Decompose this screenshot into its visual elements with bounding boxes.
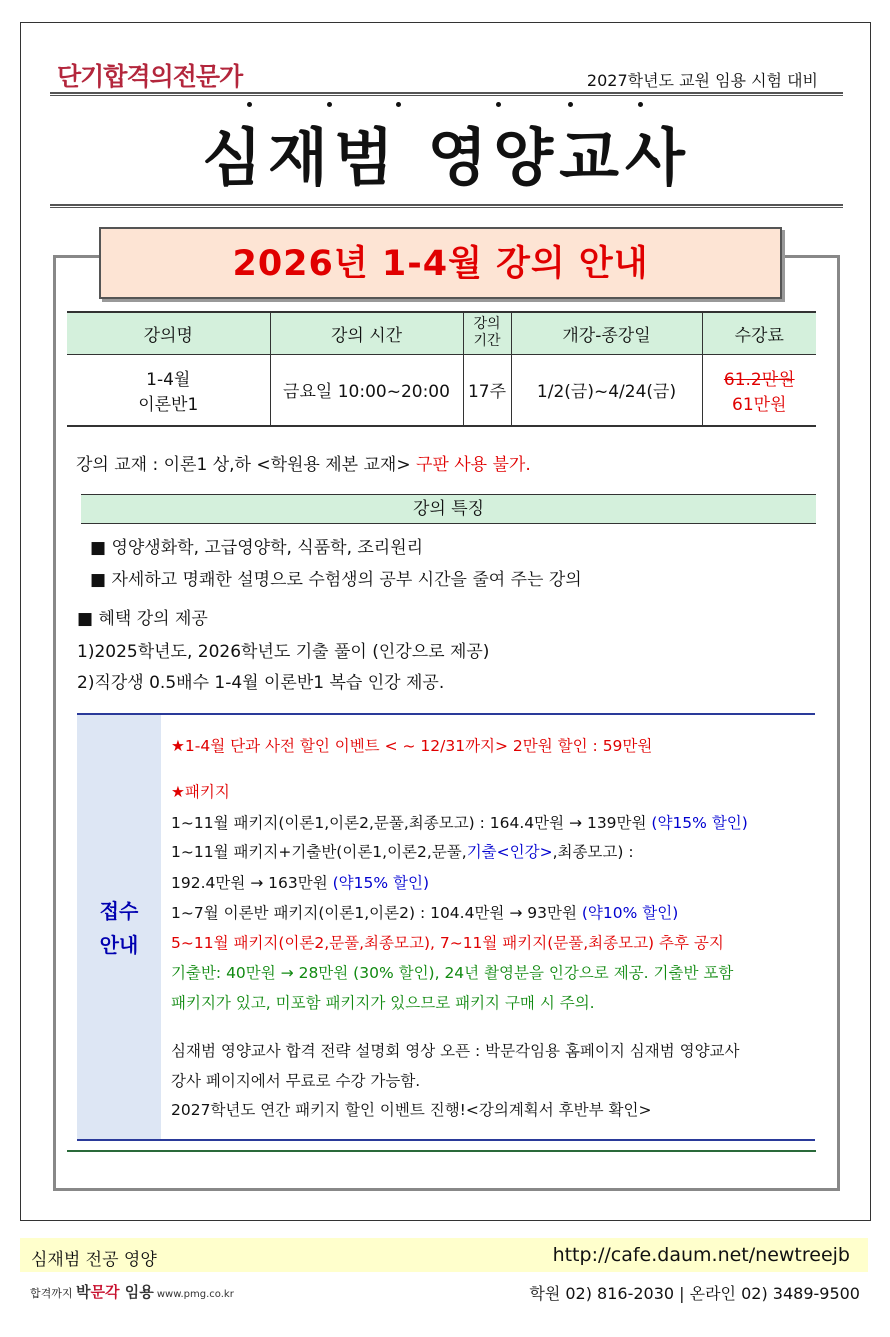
early-event: ★1-4월 단과 사전 할인 이벤트 < ~ 12/31까지> 2만원 할인 : 59만원 <box>171 737 653 755</box>
top-rule <box>50 92 843 96</box>
publisher-name <box>76 1283 154 1301</box>
bottom-rule <box>67 1150 816 1152</box>
feature-item: ■ 영양생화학, 고급영양학, 식품학, 조리원리 <box>90 538 424 558</box>
fee-original: 61.2만원 <box>723 369 795 390</box>
col-header-fee: 수강료 <box>702 312 816 354</box>
col-header-period <box>463 312 511 354</box>
course-table <box>67 311 816 427</box>
textbook-info <box>76 450 531 475</box>
past-exam-note-1: 기출반: 40만원 → 28만원 (30% 할인), 24년 촬영분을 인강으로 제공. 기출반 포함 <box>171 964 734 982</box>
col-header-time: 강의 시간 <box>270 312 463 354</box>
cell-fee <box>702 354 816 426</box>
cell-course-name <box>67 354 270 426</box>
benefit-item: 1)2025학년도, 2026학년도 기출 풀이 (인강으로 제공) <box>77 642 490 662</box>
features-header: 강의 특징 <box>81 494 816 524</box>
package-3-text: 1~7월 이론반 패키지(이론1,이론2) : 104.4만원 → 93만원 <box>171 904 582 922</box>
cell-dates: 1/2(금)~4/24(금) <box>511 354 702 426</box>
package-1-discount: (약15% 할인) <box>651 814 748 832</box>
publisher-name-a: 박 <box>76 1283 91 1301</box>
package-title: ★패키지 <box>171 783 230 801</box>
package-line-3 <box>171 901 678 923</box>
package-2-text-b: ,최종모고) : <box>552 843 634 861</box>
cell-time: 금요일 10:00~20:00 <box>270 354 463 426</box>
publisher-website[interactable]: www.pmg.co.kr <box>153 1289 234 1300</box>
table-row <box>67 354 816 426</box>
banner-title: 2026년 1-4월 강의 안내 <box>232 244 649 284</box>
package-line-2 <box>171 840 634 862</box>
col-header-dates: 개강-종강일 <box>511 312 702 354</box>
title-rule <box>50 204 843 208</box>
package-2-price: 192.4만원 → 163만원 <box>171 874 333 892</box>
package-2-discount: (약15% 할인) <box>332 874 430 892</box>
fee-discounted: 61만원 <box>732 394 787 415</box>
package-1-text: 1~11월 패키지(이론1,이론2,문풀,최종모고) : 164.4만원 → 139만원 <box>171 814 652 832</box>
period-header-text: 강의 기간 <box>473 316 501 350</box>
seminar-note-2: 강사 페이지에서 무료로 수강 가능함. <box>171 1072 421 1090</box>
col-header-name: 강의명 <box>67 312 270 354</box>
footer-phone: 학원 02) 816-2030 | 온라인 02) 3489-9500 <box>529 1284 860 1303</box>
brand-logo-text: 단기합격의전문가 <box>57 62 243 91</box>
course-name-line1: 1-4월 <box>146 369 191 390</box>
exam-label: 2027학년도 교원 임용 시험 대비 <box>586 71 818 90</box>
annual-event-note: 2027학년도 연간 패키지 할인 이벤트 진행!<강의계획서 후반부 확인> <box>171 1101 652 1119</box>
table-header-row <box>67 312 816 354</box>
benefit-title: ■ 혜택 강의 제공 <box>77 609 208 629</box>
package-line-1 <box>171 811 748 833</box>
textbook-warning: 구판 사용 불가. <box>416 455 531 475</box>
textbook-label: 강의 교재 : 이론1 상,하 <학원용 제본 교재> <box>76 455 416 475</box>
registration-label-1: 접수 <box>99 899 139 923</box>
footer-cafe-link[interactable]: http://cafe.daum.net/newtreejb <box>552 1244 850 1266</box>
publisher-logo <box>30 1281 234 1302</box>
past-exam-note-2: 패키지가 있고, 미포함 패키지가 있으므로 패키지 구매 시 주의. <box>171 994 595 1012</box>
feature-item: ■ 자세하고 명쾌한 설명으로 수험생의 공부 시간을 줄여 주는 강의 <box>90 570 582 590</box>
publisher-tagline: 합격까지 <box>30 1287 77 1300</box>
publisher-name-b: 문각 <box>90 1283 120 1301</box>
package-2-text-a: 1~11월 패키지+기출반(이론1,이론2,문풀, <box>171 843 467 861</box>
registration-side-panel <box>77 715 161 1139</box>
course-name-line2: 이론반1 <box>138 394 199 415</box>
cell-period: 17주 <box>463 354 511 426</box>
seminar-note-1: 심재범 영양교사 합격 전략 설명회 영상 오픈 : 박문각임용 홈페이지 심재범 영양교사 <box>171 1042 740 1060</box>
benefit-item: 2)직강생 0.5배수 1-4월 이론반1 복습 인강 제공. <box>77 673 445 693</box>
registration-label-2: 안내 <box>99 933 139 957</box>
publisher-name-c: 임용 <box>119 1283 154 1301</box>
page-title: 심재범 영양교사 <box>202 121 691 194</box>
package-3-discount: (약10% 할인) <box>581 904 679 922</box>
footer-course: 심재범 전공 영양 <box>31 1250 157 1270</box>
lecture-banner <box>99 227 782 299</box>
package-2-highlight: 기출<인강> <box>466 843 553 861</box>
package-line-4: 5~11월 패키지(이론2,문풀,최종모고), 7~11월 패키지(문풀,최종모고) 추후 공지 <box>171 934 724 952</box>
package-line-2-price <box>171 871 429 893</box>
registration-section <box>77 713 815 1141</box>
